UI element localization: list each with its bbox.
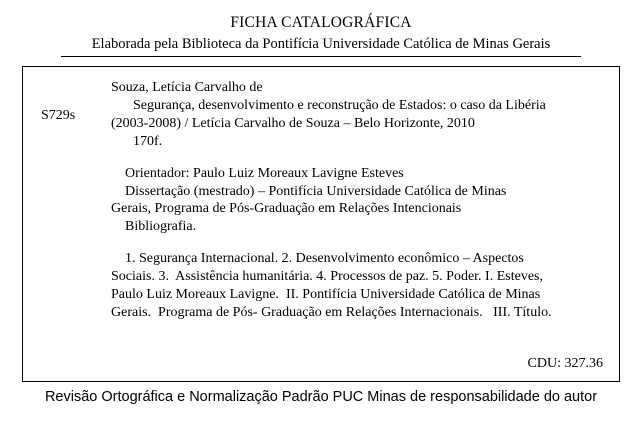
record-line: Paulo Luiz Moreaux Lavigne. II. Pontifícia Universidade Católica de Minas	[111, 287, 541, 303]
page-subtitle: Elaborada pela Biblioteca da Pontifícia Universidade Católica de Minas Gerais	[91, 36, 551, 52]
catalog-record-box	[22, 66, 620, 382]
record-line: (2003-2008) / Letícia Carvalho de Souza – Belo Horizonte, 2010	[111, 115, 475, 131]
record-line: Orientador: Paulo Luiz Moreaux Lavigne Esteves	[125, 165, 404, 181]
record-line: Gerais. Programa de Pós- Graduação em Relações Internacionais. III. Título.	[111, 304, 552, 320]
record-block-subjects	[111, 250, 599, 322]
catalog-card-page	[0, 14, 642, 440]
cdu-classification: CDU: 327.36	[527, 356, 603, 372]
record-line: Bibliografia.	[125, 219, 197, 235]
record-block-title	[111, 79, 599, 151]
record-line: Segurança, desenvolvimento e reconstrução de Estados: o caso da Libéria	[133, 97, 546, 113]
record-line: 170f.	[133, 133, 163, 149]
record-block-notes	[111, 165, 599, 237]
record-line: Dissertação (mestrado) – Pontifícia Universidade Católica de Minas	[125, 183, 507, 199]
record-line: Gerais, Programa de Pós-Graduação em Relações Intencionais	[111, 201, 462, 217]
record-line: Souza, Letícia Carvalho de	[111, 80, 263, 95]
record-body	[111, 79, 599, 322]
record-line: 1. Segurança Internacional. 2. Desenvolvimento econômico – Aspectos	[125, 251, 524, 267]
call-number: S729s	[41, 108, 76, 123]
page-title: FICHA CATALOGRÁFICA	[230, 14, 412, 31]
record-line: Sociais. 3. Assistência humanitária. 4. Processos de paz. 5. Poder. I. Esteves,	[111, 269, 543, 285]
subtitle-container	[61, 36, 581, 57]
footer-note: Revisão Ortográfica e Normalização Padrão PUC Minas de responsabilidade do autor	[44, 389, 598, 405]
